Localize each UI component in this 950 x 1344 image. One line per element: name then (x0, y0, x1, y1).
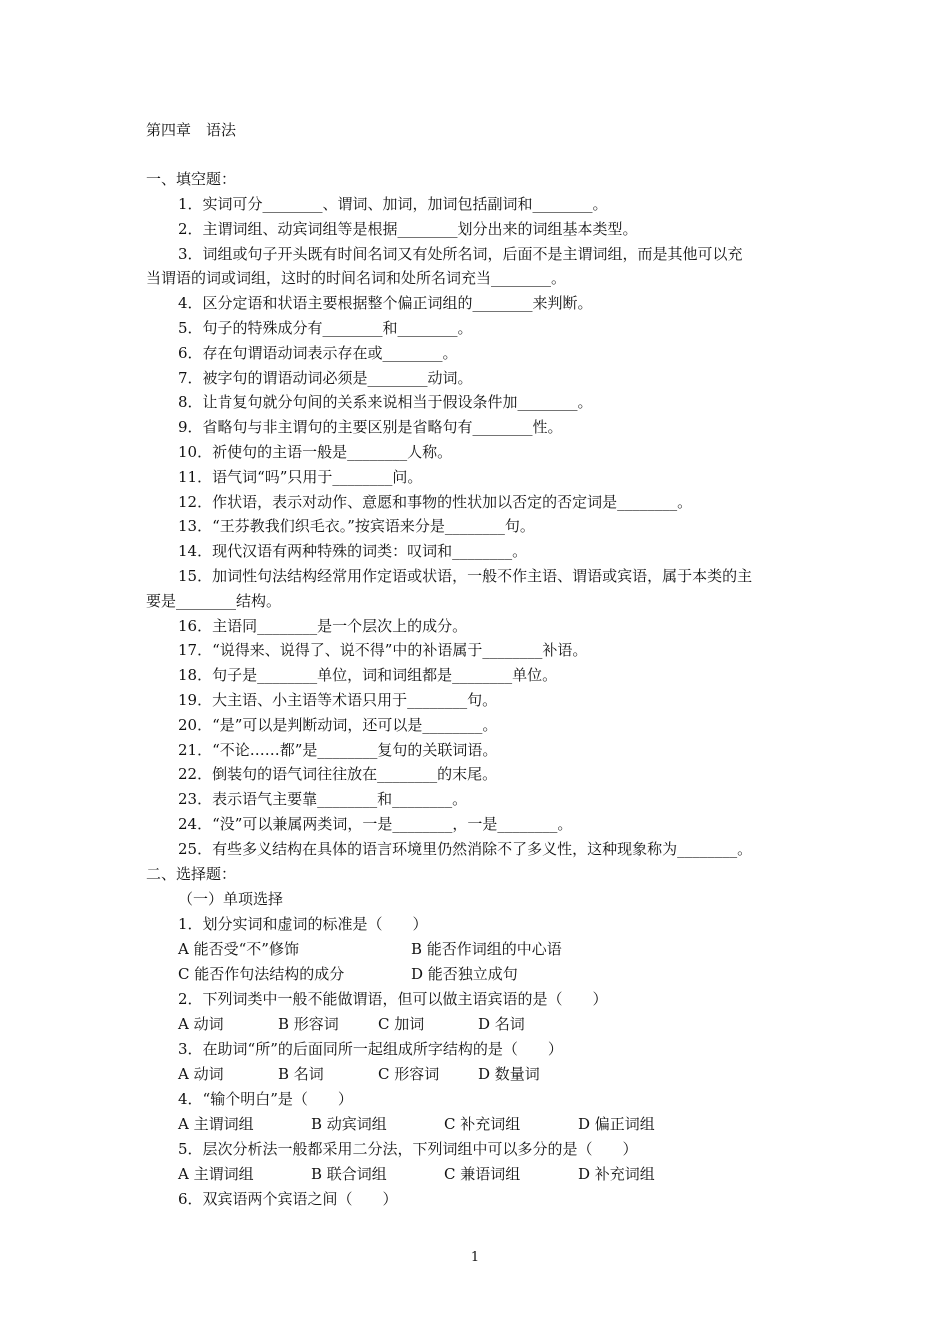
fill-question-line: 当谓语的词或词组，这时的时间名词和处所名词充当________。 (146, 269, 567, 288)
fill-question-line: 21．“不论……都”是________复句的关联词语。 (178, 740, 498, 759)
fill-question-line: 6．存在句谓语动词表示存在或________。 (178, 343, 458, 362)
choice-option: C 兼语词组 (444, 1165, 521, 1183)
choice-option: D 能否独立成句 (411, 965, 518, 983)
choice-option: D 数量词 (478, 1065, 540, 1083)
fill-question-line: 20．“是”可以是判断动词，还可以是________。 (178, 715, 498, 734)
fill-question-line: 17．“说得来、说得了、说不得”中的补语属于________补语。 (178, 641, 588, 660)
fill-question-line: 14．现代汉语有两种特殊的词类：叹词和________。 (178, 542, 528, 561)
fill-question-line: 15．加词性句法结构经常用作定语或状语，一般不作主语、谓语或宾语，属于本类的主 (178, 567, 753, 585)
choice-option: D 补充词组 (578, 1165, 655, 1183)
page-number: 1 (470, 1250, 480, 1265)
fill-question-line: 5．句子的特殊成分有________和________。 (178, 319, 473, 337)
choice-question-stem: 3．在助词“所”的后面同所一起组成所字结构的是（ ） (178, 1040, 563, 1058)
choice-option: A 能否受“不”修饰 (178, 940, 299, 958)
fill-question-line: 4．区分定语和状语主要根据整个偏正词组的________来判断。 (178, 294, 593, 313)
choice-option: B 形容词 (278, 1015, 339, 1033)
fill-question-line: 22．倒装句的语气词往往放在________的末尾。 (178, 765, 498, 784)
choice-option: D 名词 (478, 1015, 525, 1033)
choice-option: D 偏正词组 (578, 1115, 655, 1133)
fill-question-line: 11．语气词“吗”只用于________问。 (178, 467, 423, 486)
choice-question-stem: 1．划分实词和虚词的标准是（ ） (178, 915, 428, 933)
subsection-single-choice-title: （一）单项选择 (178, 890, 284, 908)
fill-question-line: 3．词组或句子开头既有时间名词又有处所名词，后面不是主谓词组，而是其他可以充 (178, 244, 743, 263)
choice-question-stem: 5．层次分析法一般都采用二分法，下列词组中可以多分的是（ ） (178, 1140, 638, 1158)
choice-option: A 主谓词组 (178, 1115, 254, 1133)
choice-option: B 联合词组 (311, 1165, 387, 1183)
choice-option: C 能否作句法结构的成分 (178, 965, 345, 983)
choice-option: C 形容词 (378, 1065, 440, 1083)
choice-option: B 名词 (278, 1065, 324, 1083)
choice-question-stem: 4．“输个明白”是（ ） (178, 1090, 353, 1108)
fill-question-line: 10．祈使句的主语一般是________人称。 (178, 443, 453, 461)
fill-question-line: 25．有些多义结构在具体的语言环境里仍然消除不了多义性，这种现象称为________。 (178, 839, 753, 858)
fill-question-line: 7．被字句的谓语动词必须是________动词。 (178, 368, 473, 387)
section-choice-title: 二、选择题： (146, 865, 237, 883)
fill-question-line: 18．句子是________单位，词和词组都是________单位。 (178, 666, 558, 685)
fill-question-line: 12．作状语，表示对动作、意愿和事物的性状加以否定的否定词是________。 (178, 492, 693, 511)
choice-option: A 动词 (178, 1065, 224, 1083)
fill-question-line: 13．“王芬教我们织毛衣。”按宾语来分是________句。 (178, 517, 535, 536)
fill-question-line: 9．省略句与非主谓句的主要区别是省略句有________性。 (178, 418, 563, 437)
choice-option: C 补充词组 (444, 1115, 521, 1133)
fill-question-line: 23．表示语气主要靠________和________。 (178, 790, 468, 809)
fill-question-line: 19．大主语、小主语等术语只用于________句。 (178, 691, 498, 709)
fill-question-line: 24．“没”可以兼属两类词，一是________，一是________。 (178, 815, 573, 833)
choice-option: B 动宾词组 (311, 1115, 387, 1133)
choice-option: A 动词 (178, 1015, 224, 1033)
fill-question-line: 16．主语同________是一个层次上的成分。 (178, 616, 468, 635)
choice-option: C 加词 (378, 1015, 425, 1033)
section-fill-title: 一、填空题： (146, 170, 237, 188)
chapter-title: 第四章 语法 (146, 121, 237, 139)
choice-question-stem: 6．双宾语两个宾语之间（ ） (178, 1190, 398, 1208)
fill-question-line: 2．主谓词组、动宾词组等是根据________划分出来的词组基本类型。 (178, 219, 638, 238)
choice-option: A 主谓词组 (178, 1165, 254, 1183)
fill-question-line: 要是________结构。 (146, 591, 282, 610)
fill-question-line: 8．让肯复句就分句间的关系来说相当于假设条件加________。 (178, 393, 593, 412)
choice-question-stem: 2．下列词类中一般不能做谓语，但可以做主语宾语的是（ ） (178, 990, 608, 1008)
fill-question-line: 1．实词可分________、谓词、加词，加词包括副词和________。 (178, 195, 608, 213)
choice-option: B 能否作词组的中心语 (411, 940, 562, 958)
